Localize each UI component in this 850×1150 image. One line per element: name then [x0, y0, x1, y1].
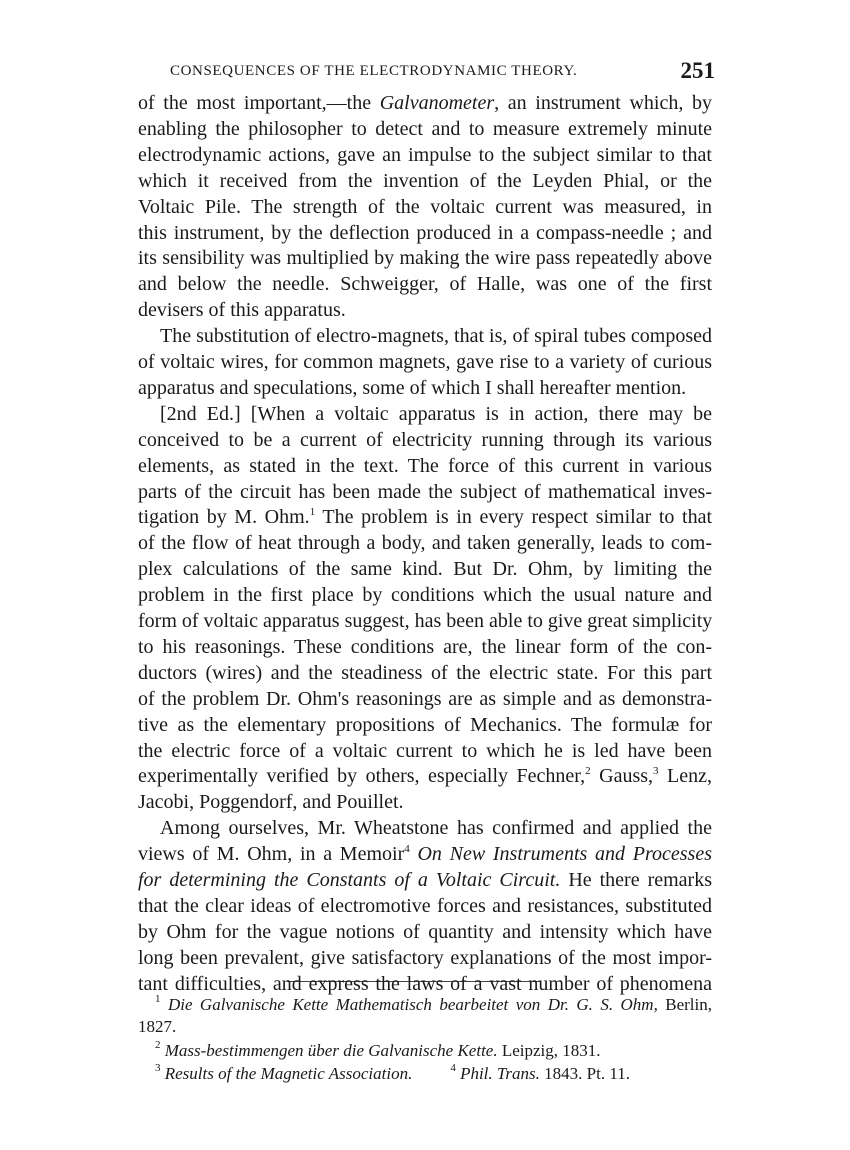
text-line: Jacobi, Poggendorf, and Pouillet. [138, 791, 404, 814]
text-line: Voltaic Pile. The strength of the voltaic current was measured, in [138, 195, 712, 218]
footnote-number: 4 [450, 1062, 456, 1074]
footnote-title: Mass-bestimmengen über die Galvanische Kette. [164, 1041, 498, 1060]
italic-term: Galvanometer [379, 92, 495, 114]
footnote-title: Phil. Trans. [460, 1064, 540, 1083]
text-line [138, 868, 712, 893]
footnote-1-continued: 1827. [138, 1017, 177, 1036]
text-line: to his reasonings. These conditions are, the linear form of the con- [138, 635, 712, 658]
text-line: electrodynamic actions, gave an impulse to the subject similar to that [138, 143, 712, 166]
text-line: which it received from the invention of the Leyden Phial, or the [138, 169, 712, 192]
text-line: conceived to be a current of electricity running through its various [138, 428, 712, 451]
text-line [138, 842, 712, 867]
footnote-text: Leipzig, 1831. [497, 1041, 601, 1060]
text-line: of voltaic wires, for common magnets, gave rise to a variety of curious [138, 351, 712, 373]
text-line [138, 91, 712, 116]
footnote-number: 3 [155, 1062, 161, 1074]
text-span: He there remarks [560, 869, 712, 891]
italic-title: On New Instruments and Processes [409, 843, 712, 866]
text-line: by Ohm for the vague notions of quantity and intensity which have [138, 920, 712, 943]
text-line: tive as the elementary propositions of Mechanics. The formulæ for [138, 713, 712, 736]
footnote-3-4 [155, 1063, 712, 1085]
footnote-ref: 4 [404, 843, 410, 856]
footnote-title: Die Galvanische Kette Mathematisch bearbeitet von Dr. G. S. Ohm, [167, 995, 658, 1014]
text-line: tant difficulties, and express the laws of a vast number of phenomena [138, 972, 712, 995]
text-span: views of M. Ohm, in a Memoir [138, 843, 405, 866]
text-span: experimentally verified by others, especially Fechner, [138, 765, 586, 788]
footnote-text: 1843. Pt. 11. [539, 1064, 630, 1083]
footnote-number: 1 [155, 993, 161, 1005]
text-line: problem in the first place by conditions which the usual nature and [138, 584, 712, 607]
text-line: this instrument, by the deflection produced in a compass-needle ; and [138, 221, 712, 244]
text-line: parts of the circuit has been made the subject of mathematical inves- [138, 480, 712, 503]
text-line: its sensibility was multiplied by making the wire pass repeatedly above [138, 247, 712, 270]
text-line: enabling the philosopher to detect and to measure extremely minute [138, 117, 712, 140]
text-span: Lenz, [658, 765, 713, 788]
text-line: form of voltaic apparatus suggest, has been able to give great simplicity [138, 610, 713, 632]
footnote-number: 2 [155, 1039, 161, 1051]
text-line: [2nd Ed.] [When a voltaic apparatus is in action, there may be [160, 402, 712, 425]
text-line: Among ourselves, Mr. Wheatstone has confirmed and applied the [160, 817, 712, 840]
text-line: devisers of this apparatus. [138, 299, 346, 322]
text-span: of the most important,—the [138, 92, 380, 114]
text-line: The substitution of electro-magnets, that is, of spiral tubes composed [160, 325, 712, 348]
italic-title: for determining the Constants of a Voltaic Circuit. [138, 869, 561, 891]
text-line: long been prevalent, give satisfactory explanations of the most impor- [138, 946, 712, 969]
text-span: tigation by M. Ohm. [138, 506, 310, 529]
text-line [138, 505, 712, 530]
page-number: 251 [680, 58, 715, 83]
footnote-1 [155, 994, 712, 1016]
footnote-2 [155, 1040, 712, 1062]
text-span: Gauss, [590, 765, 654, 788]
text-line [138, 764, 712, 789]
text-span: The problem is in every respect similar to that [315, 506, 712, 529]
text-line: that the clear ideas of electromotive forces and resistances, substituted [138, 894, 712, 917]
footnote-text: Berlin, [657, 995, 712, 1014]
text-line: and below the needle. Schweigger, of Halle, was one of the first [138, 273, 712, 296]
running-head [170, 58, 715, 88]
footnote-ref: 1 [309, 506, 316, 519]
text-line: of the flow of heat through a body, and taken generally, leads to com- [138, 532, 712, 555]
text-line: apparatus and speculations, some of which I shall hereafter mention. [138, 376, 687, 399]
text-line: ductors (wires) and the steadiness of the electric state. For this part [138, 661, 712, 684]
text-line: of the problem Dr. Ohm's reasonings are as simple and as demonstra- [138, 687, 712, 710]
text-line: plex calculations of the same kind. But Dr. Ohm, by limiting the [138, 558, 712, 581]
footnote-ref: 3 [653, 765, 659, 778]
text-span: , an instrument which, by [494, 92, 712, 114]
footnote-title: Results of the Magnetic Association. [164, 1064, 413, 1083]
footnote-ref: 2 [585, 765, 591, 778]
text-line: elements, as stated in the text. The force of this current in various [138, 454, 712, 477]
running-title: CONSEQUENCES OF THE ELECTRODYNAMIC THEORY. [170, 63, 578, 79]
text-line: the electric force of a voltaic current to which he is led have been [138, 739, 712, 762]
